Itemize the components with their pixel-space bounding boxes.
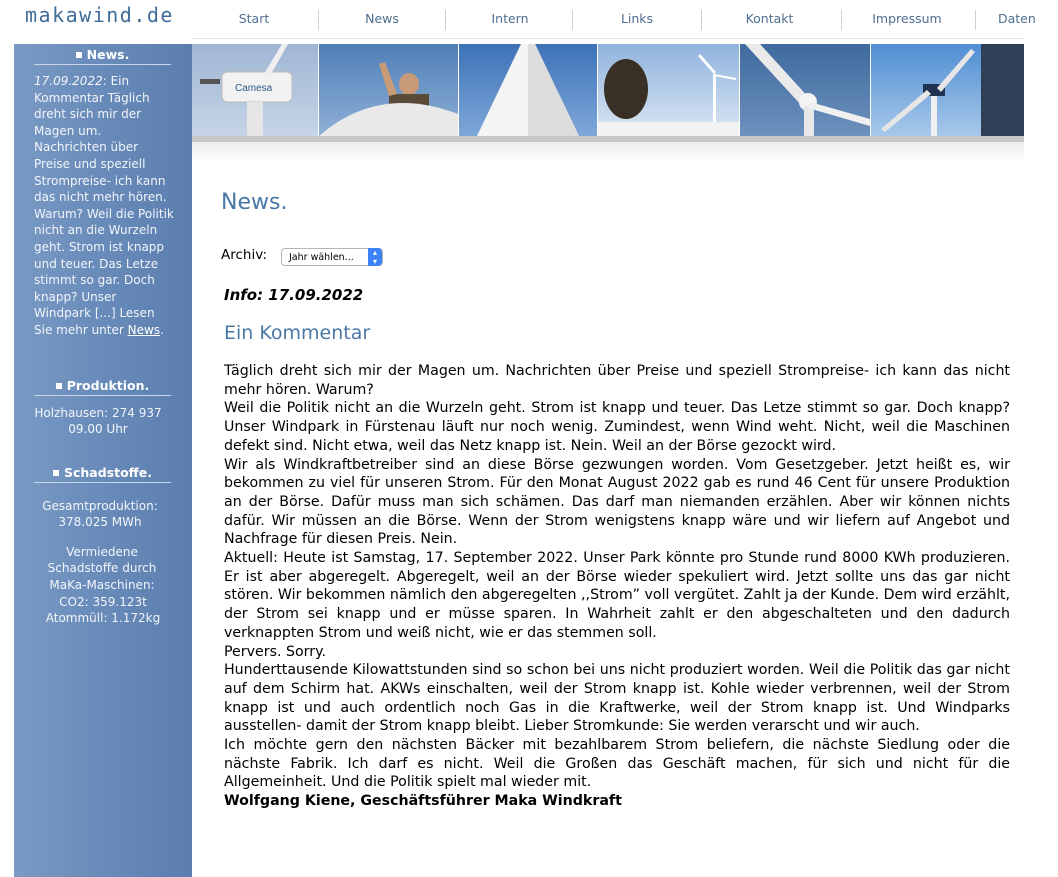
tower-top-photo (459, 44, 597, 136)
nav-intern[interactable]: Intern (491, 11, 529, 26)
nav-links[interactable]: Links (620, 11, 654, 26)
info-date-heading: Info: 17.09.2022 (224, 286, 364, 304)
technician-image (319, 44, 458, 136)
sidebar (14, 44, 192, 877)
nav-daten[interactable]: Daten (998, 11, 1036, 26)
nav-impressum[interactable]: Impressum (872, 11, 942, 26)
gesamtproduktion-value: Gesamtproduktion: 378.025 MWh (42, 499, 158, 530)
nav-divider (975, 10, 976, 30)
turbine-blue-sky-photo (871, 44, 1024, 136)
article-signature: Wolfgang Kiene, Geschäftsführer Maka Windkraft (224, 793, 622, 810)
sidebar-news-teaser (34, 73, 176, 339)
article-paragraph: Weil die Politik nicht an die Wurzeln geht. Strom ist knapp und teuer. Das Letze stimmt so gar. Doch knapp? Unser Windpark in Fürstenau läuft nur noch wenig. Zumindest, wenn Wind weht. Nicht, weil die Maschinen defekt sind. Nicht etwa, weil das Netz knapp ist. Nein. Weil an der Börse gezockt wird. (224, 400, 1010, 454)
article-paragraph: Täglich dreht sich mir der Magen um. Nachrichten über Preise und speziell Strompreise- ich kann das nicht mehr hören. Warum? (224, 363, 1010, 398)
logo-text[interactable]: makawind.de (25, 3, 174, 27)
header-banner (192, 44, 1024, 136)
turbine-sky-image (871, 44, 1024, 136)
dog-and-turbine-photo (598, 44, 739, 136)
sidebar-heading-news-label: News. (86, 47, 130, 62)
select-arrows-icon: ▴ ▾ (368, 248, 382, 266)
rotor-image (740, 44, 870, 136)
sidebar-news-link[interactable]: News (127, 322, 161, 337)
nav-divider (445, 10, 446, 30)
page-title: News. (221, 190, 288, 215)
tower-image (459, 44, 597, 136)
nav-divider (701, 10, 702, 30)
co2-value: CO2: 359.123t (59, 595, 147, 609)
vermiedene-schadstoffe-label: Vermiedene Schadstoffe durch MaKa-Maschinen: (47, 545, 157, 592)
article-paragraph: Ich möchte gern den nächsten Bäcker mit bezahlbarem Strom beliefern, die nächste Siedlung oder die nächste Fabrik. Ich darf es nicht. Weil die Großen das Geschäft machen, für sich und nicht für die Allgemeinheit. Und die Politik spielt mal wieder mit. (224, 737, 1010, 791)
top-navigation (192, 0, 1036, 39)
archiv-select-value: Jahr wählen... (289, 252, 354, 263)
article-paragraph: Wir als Windkraftbetreiber sind an diese Börse gezwungen worden. Vom Gesetzgeber. Jetzt heißt es, wir bekommen zu viel für unseren Strom. Für den Monat August 2022 gab es rund 46 Cent für unsere Produktion an der Börse. Dafür muss man sich schämen. Das darf man niemanden erzählen. Aber wir können nichts dafür. Wir müssen an die Börse. Wenn der Strom wenigstens knapp wäre und wir liefern auf Angebot und Nachfrage für diesen Preis. Nein. (224, 456, 1010, 548)
nav-divider (841, 10, 842, 30)
nav-divider (572, 10, 573, 30)
article-body (224, 362, 1010, 811)
atommuell-value: Atommüll: 1.172kg (45, 611, 161, 625)
technician-on-turbine-photo (319, 44, 458, 136)
nav-start[interactable]: Start (238, 11, 270, 26)
camesa-label: Camesa (235, 83, 273, 94)
sidebar-heading-produktion (34, 378, 171, 396)
sidebar-news-date: 17.09.2022 (34, 74, 103, 88)
sidebar-news-tail: . (160, 322, 164, 337)
sidebar-heading-schadstoffe (34, 465, 171, 483)
bullet-icon (53, 470, 59, 476)
banner-shadow (192, 142, 1024, 162)
article-title: Ein Kommentar (224, 322, 371, 344)
sidebar-news-text: : Ein Kommentar Täglich dreht sich mir der Magen um. Nachrichten über Preise und speziell Strompreise- ich kann das nicht mehr hören. Warum? Weil die Politik nicht an die Wurzeln geht. Strom ist knapp und teuer. Das Letze stimmt so gar. Doch knapp? Unser Windpark [...] Lesen Sie mehr unter (34, 74, 174, 337)
archiv-label: Archiv: (221, 247, 268, 263)
sidebar-heading-schadstoffe-label: Schadstoffe. (63, 465, 153, 480)
dog-image (598, 44, 739, 136)
nav-news[interactable]: News (365, 11, 399, 26)
bullet-icon (76, 52, 82, 58)
produktion-value: Holzhausen: 274 937 09.00 Uhr (34, 406, 162, 437)
article-paragraph: Pervers. Sorry. (224, 643, 326, 660)
turbine-nacelle-image (192, 44, 318, 136)
bullet-icon (56, 383, 62, 389)
sidebar-heading-produktion-label: Produktion. (66, 378, 150, 393)
article-paragraph: Aktuell: Heute ist Samstag, 17. September 2022. Unser Park könnte pro Stunde rund 8000 KWh produzieren. Er ist aber abgeregelt. Abgeregelt, weil an der Börse wieder spekuliert wird. Jetzt sollte uns das gar nicht stören. Wir bekommen nämlich den abgeregelten ,,Strom” voll vergütet. Zahlt ja der Kunde. Dem wird erzählt, der Strom sei knapp und er müsse sparen. In Wahrheit zahlt er den abgeschalteten und den dadurch verknappten Strom und weiß nicht, wie er das stemmen soll. (224, 550, 1010, 641)
nav-kontakt[interactable]: Kontakt (745, 11, 794, 26)
archiv-year-select[interactable] (281, 248, 383, 266)
article-paragraph: Hunderttausende Kilowattstunden sind so schon bei uns nicht produziert worden. Weil die Politik das gar nicht auf dem Schirm hat. AKWs einschalten, weil der Strom knapp ist. Kohle wieder verbrennen, weil der Strom knapp ist und auch ordentlich noch Gas in die Kraftwerke, weil der Strom knapp ist. Und Windparks ausstellen- damit der Strom knapp bleibt. Lieber Stromkunde: Sie werden verarscht und wir auch. (224, 662, 1010, 735)
turbine-nacelle-camesa-photo (192, 44, 318, 136)
sidebar-heading-news (34, 47, 171, 65)
rotor-blade-photo (740, 44, 870, 136)
nav-divider (318, 10, 319, 30)
site-logo[interactable] (0, 0, 192, 40)
